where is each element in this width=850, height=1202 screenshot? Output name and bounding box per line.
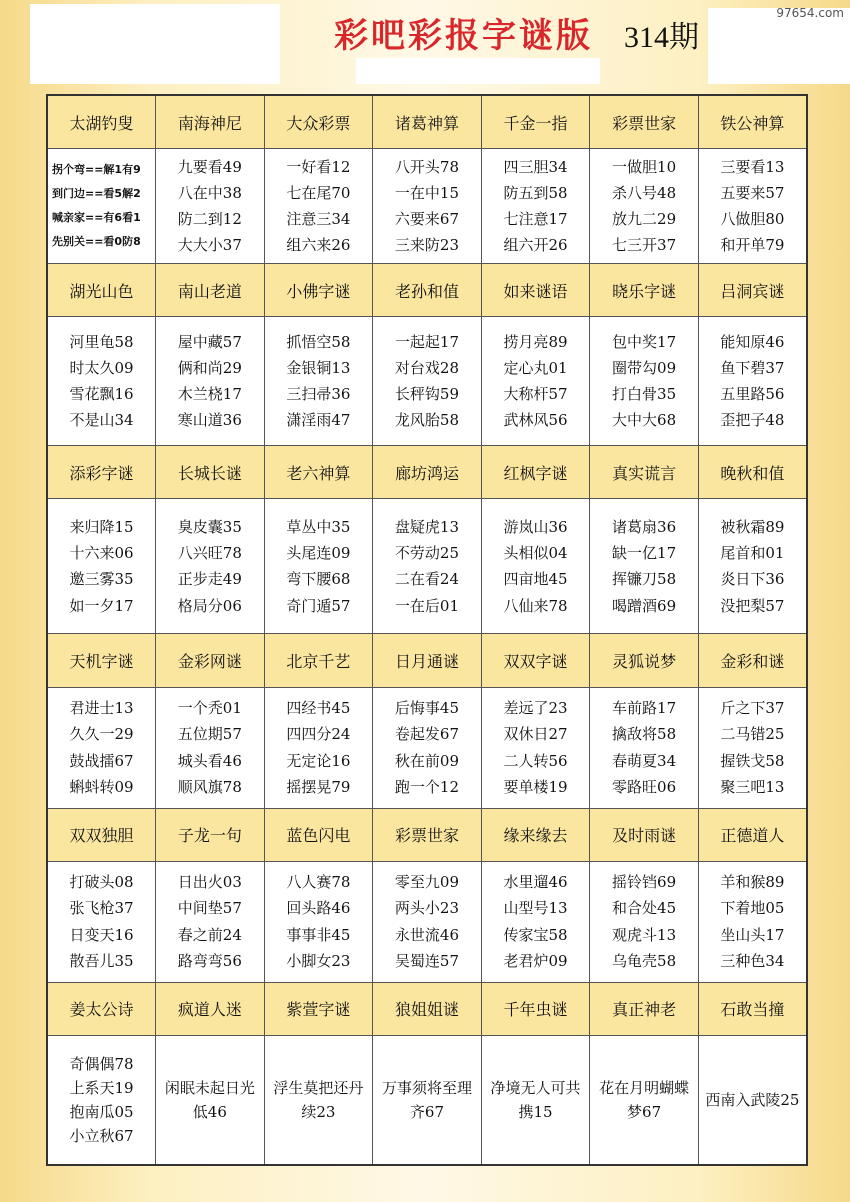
riddle-line: 散吾儿35 bbox=[69, 951, 134, 970]
riddle-cell bbox=[47, 317, 156, 446]
riddle-line: 万事须将至理齐67 bbox=[381, 1078, 472, 1121]
column-header: 紫萱字谜 bbox=[264, 982, 373, 1035]
riddle-line: 八开头78 bbox=[394, 157, 460, 176]
riddle-line: 大中大68 bbox=[612, 411, 677, 430]
column-header: 铁公神算 bbox=[698, 95, 807, 149]
riddle-line: 秋在前09 bbox=[394, 751, 460, 770]
riddle-line: 先别关==看0防8 bbox=[52, 235, 141, 249]
riddle-line: 组六来26 bbox=[286, 236, 351, 255]
riddle-line: 老君炉09 bbox=[503, 951, 568, 970]
riddle-line: 对台戏28 bbox=[394, 358, 460, 377]
riddle-cell bbox=[373, 317, 482, 446]
riddle-line: 小脚女23 bbox=[286, 951, 351, 970]
riddle-line: 花在月明蝴蝶梦67 bbox=[599, 1078, 690, 1121]
riddle-cell bbox=[698, 861, 807, 982]
column-header: 千年虫谜 bbox=[481, 982, 590, 1035]
riddle-line: 跑一个12 bbox=[394, 777, 460, 796]
riddle-line: 浮生莫把还丹续23 bbox=[273, 1078, 364, 1121]
riddle-line: 一在后01 bbox=[394, 596, 460, 615]
column-header: 南海神尼 bbox=[156, 95, 265, 149]
riddle-line: 包中奖17 bbox=[612, 332, 677, 351]
riddle-line: 不劳动25 bbox=[394, 544, 460, 563]
riddle-line: 张飞枪37 bbox=[69, 899, 134, 918]
riddle-line: 七注意17 bbox=[503, 210, 568, 229]
riddle-line: 二人转56 bbox=[503, 751, 568, 770]
riddle-line: 歪把子48 bbox=[720, 411, 785, 430]
riddle-cell bbox=[590, 317, 699, 446]
riddle-line: 寒山道36 bbox=[177, 411, 242, 430]
riddle-line: 没把梨57 bbox=[720, 596, 785, 615]
column-header: 千金一指 bbox=[481, 95, 590, 149]
riddle-line: 注意三34 bbox=[286, 210, 351, 229]
riddle-cell bbox=[590, 861, 699, 982]
riddle-cell bbox=[373, 499, 482, 634]
riddle-line: 大大小37 bbox=[177, 236, 242, 255]
riddle-line: 握铁戈58 bbox=[720, 751, 785, 770]
riddle-cell bbox=[698, 149, 807, 264]
header-row bbox=[47, 95, 807, 149]
riddle-line: 五里路56 bbox=[720, 385, 785, 404]
riddle-line: 乌龟壳58 bbox=[612, 951, 677, 970]
riddle-line: 四经书45 bbox=[286, 699, 351, 718]
column-header: 子龙一句 bbox=[156, 808, 265, 861]
riddle-line: 如一夕17 bbox=[69, 596, 134, 615]
riddle-cell bbox=[47, 1035, 156, 1165]
riddle-line: 格局分06 bbox=[177, 596, 242, 615]
riddle-cell bbox=[698, 687, 807, 808]
riddle-line: 俩和尚29 bbox=[177, 358, 242, 377]
riddle-line: 擒敌将58 bbox=[612, 725, 677, 744]
riddle-line: 雪花飘16 bbox=[69, 385, 134, 404]
riddle-line: 三来防23 bbox=[394, 236, 460, 255]
riddle-line: 来归降15 bbox=[69, 517, 134, 536]
riddle-line: 八人赛78 bbox=[286, 873, 351, 892]
riddle-cell bbox=[156, 1035, 265, 1165]
column-header: 真实谎言 bbox=[590, 446, 699, 499]
column-header: 小佛字谜 bbox=[264, 264, 373, 317]
riddle-cell bbox=[156, 499, 265, 634]
column-header: 蓝色闪电 bbox=[264, 808, 373, 861]
riddle-line: 摇摆晃79 bbox=[286, 777, 351, 796]
riddle-line: 一个秃01 bbox=[177, 699, 242, 718]
column-header: 大众彩票 bbox=[264, 95, 373, 149]
riddle-line: 三种色34 bbox=[720, 951, 785, 970]
riddle-row bbox=[47, 861, 807, 982]
riddle-line: 顺风旗78 bbox=[177, 777, 242, 796]
riddle-line: 到门边==看5解2 bbox=[52, 186, 141, 200]
riddle-line: 观虎斗13 bbox=[612, 925, 677, 944]
riddle-line: 卷起发67 bbox=[394, 725, 460, 744]
riddle-line: 摇铃铛69 bbox=[612, 873, 677, 892]
riddle-line: 羊和猴89 bbox=[720, 873, 785, 892]
riddle-cell bbox=[264, 1035, 373, 1165]
riddle-cell bbox=[264, 861, 373, 982]
site-watermark: 97654.com bbox=[776, 6, 844, 20]
riddle-cell bbox=[590, 687, 699, 808]
riddle-cell bbox=[47, 149, 156, 264]
riddle-line: 不是山34 bbox=[69, 411, 134, 430]
header-row bbox=[47, 808, 807, 861]
column-header: 姜太公诗 bbox=[47, 982, 156, 1035]
riddle-cell bbox=[590, 1035, 699, 1165]
column-header: 老六神算 bbox=[264, 446, 373, 499]
riddle-line: 事事非45 bbox=[286, 925, 351, 944]
riddle-cell bbox=[590, 499, 699, 634]
column-header: 如来谜语 bbox=[481, 264, 590, 317]
header-row bbox=[47, 982, 807, 1035]
riddle-line: 一好看12 bbox=[286, 157, 351, 176]
riddle-line: 鱼下碧37 bbox=[720, 358, 785, 377]
riddle-table bbox=[46, 94, 808, 1166]
riddle-cell bbox=[264, 149, 373, 264]
riddle-cell bbox=[156, 317, 265, 446]
riddle-cell bbox=[156, 687, 265, 808]
riddle-cell bbox=[590, 149, 699, 264]
riddle-line: 打白骨35 bbox=[612, 385, 677, 404]
riddle-line: 山型号13 bbox=[503, 899, 568, 918]
riddle-line: 诸葛扇36 bbox=[612, 517, 677, 536]
riddle-line: 二马错25 bbox=[720, 725, 785, 744]
column-header: 诸葛神算 bbox=[373, 95, 482, 149]
riddle-line: 车前路17 bbox=[612, 699, 677, 718]
riddle-line: 防二到12 bbox=[177, 210, 242, 229]
column-header: 疯道人迷 bbox=[156, 982, 265, 1035]
column-header: 日月通谜 bbox=[373, 634, 482, 687]
column-header: 双双独胆 bbox=[47, 808, 156, 861]
riddle-line: 坐山头17 bbox=[720, 925, 785, 944]
column-header: 晓乐字谜 bbox=[590, 264, 699, 317]
column-header: 添彩字谜 bbox=[47, 446, 156, 499]
riddle-cell bbox=[373, 149, 482, 264]
column-header: 双双字谜 bbox=[481, 634, 590, 687]
riddle-line: 上系天19 bbox=[69, 1078, 134, 1097]
riddle-line: 金银铜13 bbox=[286, 358, 351, 377]
riddle-cell bbox=[373, 687, 482, 808]
riddle-line: 头尾连09 bbox=[286, 544, 351, 563]
riddle-row bbox=[47, 687, 807, 808]
riddle-line: 炎日下36 bbox=[720, 570, 785, 589]
riddle-line: 小立秋67 bbox=[69, 1126, 134, 1145]
riddle-line: 挥镰刀58 bbox=[612, 570, 677, 589]
riddle-line: 打破头08 bbox=[69, 873, 134, 892]
riddle-cell bbox=[481, 317, 590, 446]
riddle-line: 时太久09 bbox=[69, 358, 134, 377]
riddle-line: 八在中38 bbox=[177, 183, 242, 202]
riddle-line: 城头看46 bbox=[177, 751, 242, 770]
riddle-row bbox=[47, 317, 807, 446]
column-header: 金彩和谜 bbox=[698, 634, 807, 687]
riddle-line: 八仙来78 bbox=[503, 596, 568, 615]
riddle-line: 零至九09 bbox=[394, 873, 460, 892]
riddle-line: 奇偶偶78 bbox=[69, 1054, 134, 1073]
column-header: 石敢当撞 bbox=[698, 982, 807, 1035]
riddle-line: 传家宝58 bbox=[503, 925, 568, 944]
riddle-line: 拐个弯==解1有9 bbox=[52, 162, 141, 176]
riddle-cell bbox=[698, 1035, 807, 1165]
column-header: 红枫字谜 bbox=[481, 446, 590, 499]
header-row bbox=[47, 446, 807, 499]
riddle-line: 一在中15 bbox=[394, 183, 460, 202]
column-header: 老孙和值 bbox=[373, 264, 482, 317]
header-row bbox=[47, 634, 807, 687]
riddle-cell bbox=[481, 687, 590, 808]
column-header: 北京千艺 bbox=[264, 634, 373, 687]
riddle-line: 两头小23 bbox=[394, 899, 460, 918]
column-header: 太湖钓叟 bbox=[47, 95, 156, 149]
riddle-line: 定心丸01 bbox=[503, 358, 568, 377]
riddle-line: 捞月亮89 bbox=[503, 332, 568, 351]
riddle-line: 正步走49 bbox=[177, 570, 242, 589]
riddle-line: 弯下腰68 bbox=[286, 570, 351, 589]
column-header: 缘来缘去 bbox=[481, 808, 590, 861]
issue-number: 314期 bbox=[624, 21, 699, 54]
riddle-line: 被秋霜89 bbox=[720, 517, 785, 536]
riddle-line: 差远了23 bbox=[503, 699, 568, 718]
riddle-line: 七在尾70 bbox=[286, 183, 351, 202]
column-header: 湖光山色 bbox=[47, 264, 156, 317]
blank-area-left bbox=[30, 4, 280, 84]
riddle-cell bbox=[47, 499, 156, 634]
riddle-cell bbox=[481, 861, 590, 982]
riddle-cell bbox=[156, 861, 265, 982]
riddle-cell bbox=[156, 149, 265, 264]
riddle-line: 一做胆10 bbox=[612, 157, 677, 176]
riddle-line: 和合处45 bbox=[612, 899, 677, 918]
riddle-line: 尾首和01 bbox=[720, 544, 785, 563]
riddle-line: 日出火03 bbox=[177, 873, 242, 892]
riddle-line: 头相似04 bbox=[503, 544, 568, 563]
riddle-line: 六要来67 bbox=[394, 210, 460, 229]
riddle-line: 七三开37 bbox=[612, 236, 677, 255]
riddle-line: 零路旺06 bbox=[612, 777, 677, 796]
riddle-line: 吴蜀连57 bbox=[394, 951, 460, 970]
riddle-line: 双休日27 bbox=[503, 725, 568, 744]
riddle-row bbox=[47, 499, 807, 634]
column-header: 彩票世家 bbox=[373, 808, 482, 861]
riddle-line: 缺一亿17 bbox=[612, 544, 677, 563]
column-header: 吕洞宾谜 bbox=[698, 264, 807, 317]
riddle-line: 圈带勾09 bbox=[612, 358, 677, 377]
riddle-line: 游岚山36 bbox=[503, 517, 568, 536]
riddle-line: 和开单79 bbox=[720, 236, 785, 255]
riddle-line: 奇门遁57 bbox=[286, 596, 351, 615]
riddle-line: 闲眠未起日光低46 bbox=[164, 1078, 255, 1121]
riddle-line: 斤之下37 bbox=[720, 699, 785, 718]
riddle-line: 水里遛46 bbox=[503, 873, 568, 892]
riddle-line: 长秤钩59 bbox=[394, 385, 460, 404]
riddle-line: 八做胆80 bbox=[720, 210, 785, 229]
riddle-line: 五位期57 bbox=[177, 725, 242, 744]
column-header: 廊坊鸿运 bbox=[373, 446, 482, 499]
column-header: 长城长谜 bbox=[156, 446, 265, 499]
page-title: 彩吧彩报字谜版 bbox=[334, 16, 593, 56]
riddle-line: 聚三吧13 bbox=[720, 777, 785, 796]
riddle-cell bbox=[481, 1035, 590, 1165]
riddle-line: 春萌夏34 bbox=[612, 751, 677, 770]
riddle-line: 净境无人可共携15 bbox=[490, 1078, 581, 1121]
riddle-line: 一起起17 bbox=[394, 332, 460, 351]
riddle-line: 臭皮囊35 bbox=[177, 517, 242, 536]
column-header: 真正神老 bbox=[590, 982, 699, 1035]
riddle-line: 河里龟58 bbox=[69, 332, 134, 351]
riddle-line: 放九二29 bbox=[612, 210, 677, 229]
riddle-line: 喝蹭酒69 bbox=[612, 596, 677, 615]
riddle-cell bbox=[264, 687, 373, 808]
riddle-line: 组六开26 bbox=[503, 236, 568, 255]
riddle-line: 八兴旺78 bbox=[177, 544, 242, 563]
riddle-line: 潇淫雨47 bbox=[286, 411, 351, 430]
riddle-cell bbox=[481, 149, 590, 264]
riddle-line: 三要看13 bbox=[720, 157, 785, 176]
riddle-line: 木兰桡17 bbox=[177, 385, 242, 404]
riddle-cell bbox=[373, 1035, 482, 1165]
riddle-line: 春之前24 bbox=[177, 925, 242, 944]
riddle-line: 无定论16 bbox=[286, 751, 351, 770]
riddle-line: 永世流46 bbox=[394, 925, 460, 944]
riddle-line: 蝌蚪转09 bbox=[69, 777, 134, 796]
riddle-line: 草丛中35 bbox=[286, 517, 351, 536]
riddle-line: 抱南瓜05 bbox=[69, 1102, 134, 1121]
riddle-line: 后悔事45 bbox=[394, 699, 460, 718]
riddle-line: 大称杆57 bbox=[503, 385, 568, 404]
riddle-line: 三扫帚36 bbox=[286, 385, 351, 404]
riddle-line: 西南入武陵25 bbox=[705, 1090, 800, 1109]
riddle-line: 日变天16 bbox=[69, 925, 134, 944]
riddle-cell bbox=[264, 499, 373, 634]
riddle-line: 五要来57 bbox=[720, 183, 785, 202]
riddle-cell bbox=[698, 317, 807, 446]
column-header: 天机字谜 bbox=[47, 634, 156, 687]
column-header: 晚秋和值 bbox=[698, 446, 807, 499]
riddle-line: 邀三雾35 bbox=[69, 570, 134, 589]
riddle-line: 要单楼19 bbox=[503, 777, 568, 796]
riddle-cell bbox=[373, 861, 482, 982]
column-header: 及时雨谜 bbox=[590, 808, 699, 861]
riddle-line: 龙风胎58 bbox=[394, 411, 460, 430]
riddle-line: 中间垫57 bbox=[177, 899, 242, 918]
riddle-line: 十六来06 bbox=[69, 544, 134, 563]
riddle-cell bbox=[47, 687, 156, 808]
riddle-line: 喊亲家==有6看1 bbox=[52, 211, 141, 225]
riddle-cell bbox=[47, 861, 156, 982]
column-header: 金彩网谜 bbox=[156, 634, 265, 687]
riddle-line: 回头路46 bbox=[286, 899, 351, 918]
column-header: 灵狐说梦 bbox=[590, 634, 699, 687]
riddle-line: 四三胆34 bbox=[503, 157, 568, 176]
riddle-line: 抓悟空58 bbox=[286, 332, 351, 351]
riddle-line: 鼓战擂67 bbox=[69, 751, 134, 770]
riddle-line: 君进士13 bbox=[69, 699, 134, 718]
riddle-line: 四亩地45 bbox=[503, 570, 568, 589]
riddle-cell bbox=[264, 317, 373, 446]
riddle-line: 杀八号48 bbox=[612, 183, 677, 202]
riddle-cell bbox=[481, 499, 590, 634]
column-header: 彩票世家 bbox=[590, 95, 699, 149]
riddle-line: 二在看24 bbox=[394, 570, 460, 589]
riddle-line: 四四分24 bbox=[286, 725, 351, 744]
riddle-line: 防五到58 bbox=[503, 183, 568, 202]
riddle-line: 武林风56 bbox=[503, 411, 568, 430]
riddle-line: 屋中藏57 bbox=[177, 332, 242, 351]
riddle-cell bbox=[698, 499, 807, 634]
blank-area-middle bbox=[356, 58, 600, 84]
riddle-line: 下着地05 bbox=[720, 899, 785, 918]
header-row bbox=[47, 264, 807, 317]
column-header: 南山老道 bbox=[156, 264, 265, 317]
column-header: 狼姐姐谜 bbox=[373, 982, 482, 1035]
column-header: 正德道人 bbox=[698, 808, 807, 861]
riddle-line: 九要看49 bbox=[177, 157, 242, 176]
riddle-line: 能知原46 bbox=[720, 332, 785, 351]
riddle-row bbox=[47, 1035, 807, 1165]
riddle-line: 路弯弯56 bbox=[177, 951, 242, 970]
riddle-line: 盘疑虎13 bbox=[394, 517, 460, 536]
riddle-line: 久久一29 bbox=[69, 725, 134, 744]
riddle-row bbox=[47, 149, 807, 264]
